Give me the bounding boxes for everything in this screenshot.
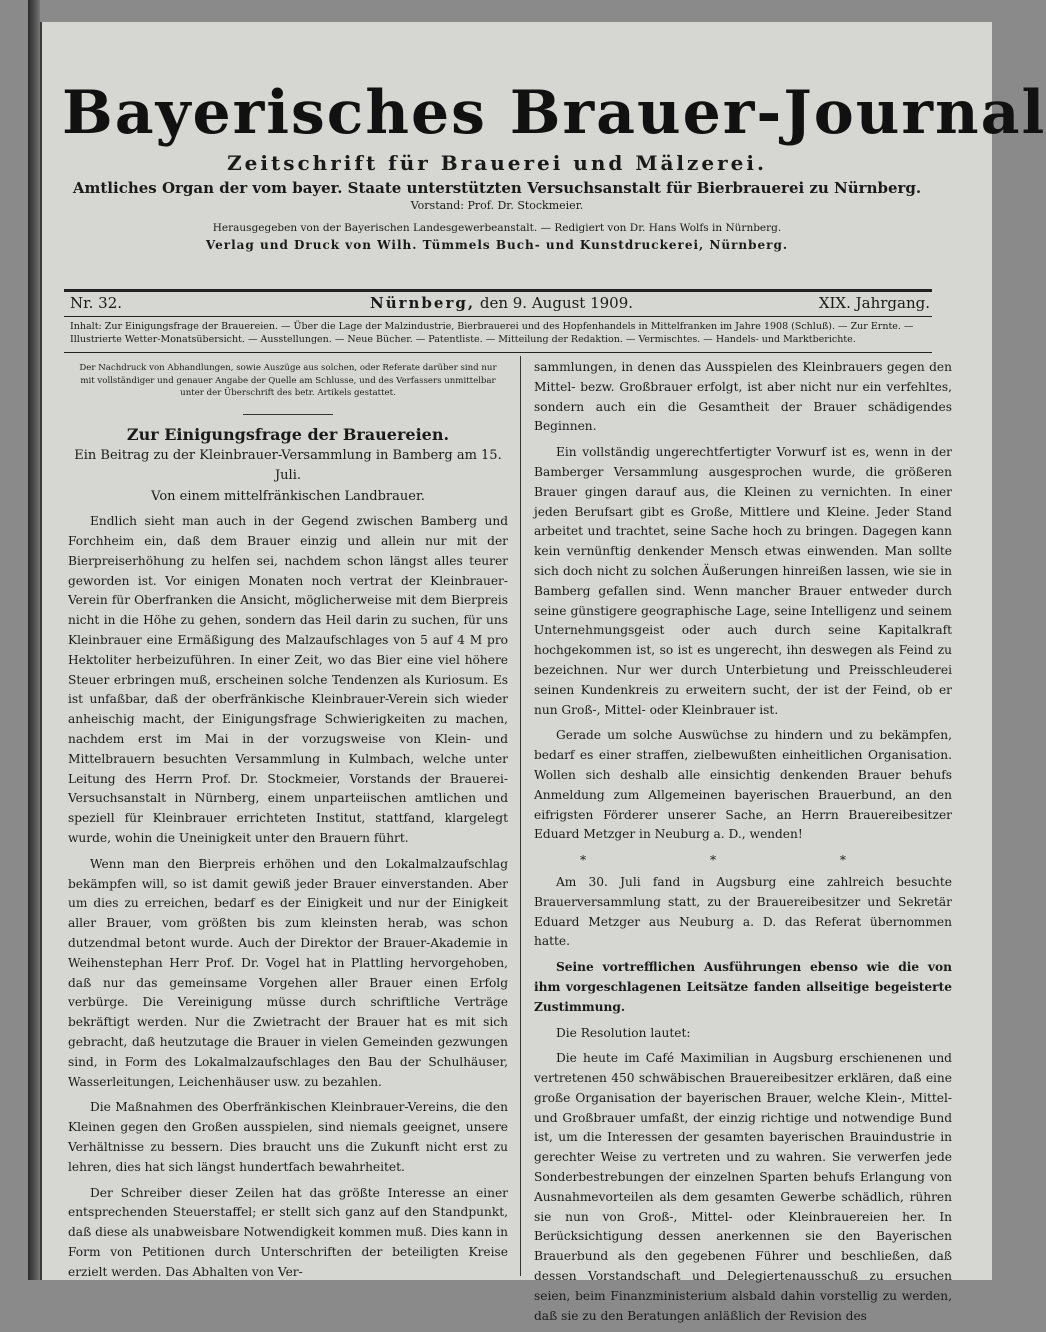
- issue-bar: [70, 294, 930, 316]
- article-paragraph: Die Maßnahmen des Oberfränkischen Kleinbrauer-Vereins, die den Kleinen gegen den Großen ausspielen, sind niemals geeignet, unsere Verhältnisse zu bessern. Dies braucht uns die Zukunft nicht erst zu lehren, dies hat sich längst hundertfach bewahrheitet.: [68, 1100, 508, 1174]
- article-paragraph: Seine vortrefflichen Ausführungen ebenso wie die von ihm vorgeschlagenen Leitsätze fanden allseitige begeisterte Zustimmung.: [534, 960, 952, 1014]
- journal-title: Bayerisches Brauer-Journal: [62, 78, 1046, 148]
- issue-date: den 9. August 1909.: [479, 294, 634, 312]
- article-paragraph: Endlich sieht man auch in der Gegend zwischen Bamberg und Forchheim ein, daß dem Brauer einzig und allein nur mit der Bierpreiserhöhung zu helfen sei, nachdem schon längst alles teurer geworden ist. Vor einigen Monaten noch vertrat der Kleinbrauer-Verein für Oberfranken die Ansicht, möglicherweise mit dem Bierpreis nicht in die Höhe zu gehen, sondern das Heil darin zu suchen, für uns Kleinbrauer eine Ermäßigung des Malzaufschlages von 5 auf 4 M pro Hektoliter herbeizuführen. In einer Zeit, wo das Bier eine viel höhere Steuer erbringen muß, erscheinen solche Tendenzen als Kuriosum. Es ist unfaßbar, daß der oberfränkische Kleinbrauer-Verein sich wieder anheischig macht, der Einigungsfrage Schwierigkeiten zu machen, nachdem erst im Mai in der vorzugsweise von Klein- und Mittelbrauern besuchten Versammlung in Kulmbach, welche unter Leitung des Herrn Prof. Dr. Stockmeier, Vorstands der Brauerei-Versuchsanstalt in Nürnberg, einem unparteiischen amtlichen und speziell für Kleinbrauer errichteten Institut, stattfand, klargelegt wurde, wohin die Uneinigkeit unter den Brauern führt.: [68, 514, 508, 846]
- section-stars: * * *: [579, 853, 907, 868]
- masthead: [62, 77, 1046, 252]
- article-author: Von einem mittelfränkischen Landbrauer.: [151, 489, 425, 505]
- left-column: [68, 358, 508, 1289]
- board-line: Vorstand: Prof. Dr. Stockmeier.: [410, 199, 584, 212]
- article-paragraph: Ein vollständig ungerechtfertigter Vorwurf ist es, wenn in der Bamberger Versammlung ausgesprochen wurde, die größeren Brauer gingen darauf aus, die Kleinen zu vernichten. In einer jeden Berufsart gibt es Große, Mittlere und Kleine. Jeder Stand arbeitet und trachtet, seine Sache hoch zu bringen. Dagegen kann kein vernünftig denkender Mensch etwas einwenden. Man sollte sich doch nicht zu solchen Äußerungen hinreißen lassen, wie sie in Bamberg gefallen sind. Wenn mancher Brauer entweder durch seine günstigere geographische Lage, seine Intelligenz und seinem Unternehmungsgeist oder auch durch seine Kapitalkraft hochgekommen ist, so ist es ungerecht, ihn deswegen als Feind zu bezeichnen. Nur wer durch Unterbietung und Preisschleuderei seinen Kundenkreis zu erweitern sucht, der ist der Feind, ob er nun Groß-, Mittel- oder Kleinbrauer ist.: [534, 445, 952, 717]
- right-column: [534, 358, 952, 1332]
- issue-place-date: [370, 294, 633, 312]
- article-paragraph: Die Resolution lautet:: [556, 1025, 691, 1040]
- issue-number: Nr. 32.: [70, 294, 123, 312]
- issue-place: Nürnberg,: [370, 294, 476, 312]
- article-paragraph: Wenn man den Bierpreis erhöhen und den Lokalmalzaufschlag bekämpfen will, so ist damit gewiß jeder Brauer einverstanden. Aber um dies zu erreichen, bedarf es der Einigkeit und nur der Einigkeit aller Brauer, vom größten bis zum kleinsten herab, was schon dutzendmal betont wurde. Auch der Direktor der Brauer-Akademie in Weihenstephan Herr Prof. Dr. Vogel hat in Plattling hervorgehoben, daß nur das gemeinsame Vorgehen aller Brauer einen Erfolg verbürge. Die Vereinigung müsse durch schriftliche Verträge bekräftigt werden. Nur die Zwietracht der Brauer hat es mit sich gebracht, daß heutzutage die Brauer in vielen Gemeinden gezwungen sind, in Form des Lokalmalzaufschlages den Bau der Schulhäuser, Wasserleitungen, Leichenhäuser usw. zu bezahlen.: [68, 856, 508, 1089]
- article-title: Zur Einigungsfrage der Brauereien.: [126, 424, 450, 444]
- article-paragraph: Gerade um solche Auswüchse zu hindern und zu bekämpfen, bedarf es einer straffen, zielbewußten einheitlichen Organisation. Wollen sich deshalb alle einsichtig denkenden Brauer behufs Anmeldung zum Allgemeinen bayerischen Brauerbund, an den eifrigsten Förderer unserer Sache, an Herrn Brauereibesitzer Eduard Metzger in Neuburg a. D., wenden!: [534, 728, 952, 842]
- notice-divider: [243, 414, 333, 415]
- article-paragraph: Die heute im Café Maximilian in Augsburg erschienenen und vertretenen 450 schwäbischen Brauereibesitzer erklären, daß eine große Organisation der bayerischen Brauer, welche Klein-, Mittel- und Großbrauer umfaßt, der einzig richtige und notwendige Bund ist, um die Interessen der gesamten bayerischen Brauindustrie in gerechter Weise zu vertreten und zu wahren. Sie verwerfen jede Sonderbestrebungen der einzelnen Sparten behufs Erlangung von Ausnahmevorteilen als dem gesamten Gewerbe schädlich, rühren sie nun von Groß-, Mittel- oder Kleinbrauereien her. In Berücksichtigung dessen anerkennen sie den Bayerischen Brauerbund als den gegebenen Führer und beschließen, daß dessen Vorstandschaft und Delegiertenausschuß zu ersuchen seien, beim Finanzministerium alsbald dahin vorstellig zu werden, daß sie zu den Beratungen anläßlich der Revision des: [534, 1051, 952, 1323]
- binding-edge: [28, 0, 40, 1280]
- reprint-notice: Der Nachdruck von Abhandlungen, sowie Auszüge aus solchen, oder Referate darüber sind nur mit vollständiger und genauer Angabe der Quelle am Schlusse, und des Verfassers unmittelbar unter der Überschrift des betr. Artikels gestattet.: [79, 363, 497, 398]
- publisher-line: Verlag und Druck von Wilh. Tümmels Buch- und Kunstdruckerei, Nürnberg.: [205, 238, 789, 252]
- issue-rule: [64, 316, 932, 317]
- table-of-contents: Inhalt: Zur Einigungsfrage der Brauereien. — Über die Lage der Malzindustrie, Bierbrauerei und des Hopfenhandels in Mittelfranken im Jahre 1908 (Schluß). — Zur Ernte. — Illustrierte Wetter-Monatsübersicht. — Ausstellungen. — Neue Bücher. — Patentliste. — Mitteilung der Redaktion. — Vermischtes. — Handels- und Marktberichte.: [70, 321, 914, 345]
- article-paragraph: Der Schreiber dieser Zeilen hat das größte Interesse an einer entsprechenden Steuerstaffel; er stellt sich ganz auf den Standpunkt, daß diese als unabweisbare Notwendigkeit kommen muß. Dies kann in Form von Petitionen durch Unterschriften der beteiligten Kreise erzielt werden. Das Abhalten von Ver-: [68, 1185, 508, 1279]
- journal-subtitle: Zeitschrift für Brauerei und Mälzerei.: [227, 151, 767, 175]
- article-paragraph: Am 30. Juli fand in Augsburg eine zahlreich besuchte Brauerversammlung statt, zu der Brauereibesitzer und Sekretär Eduard Metzger aus Neuburg a. D. das Referat übernommen hatte.: [534, 874, 952, 949]
- masthead-rule: [64, 289, 932, 292]
- contents-rule: [64, 352, 932, 353]
- article-paragraph: sammlungen, in denen das Ausspielen des Kleinbrauers gegen den Mittel- bezw. Großbrauer erfolgt, ist aber nicht nur ein verfehltes, sondern auch ein die Gesamtheit der Brauer schädigendes Beginnen.: [534, 360, 952, 434]
- official-organ-line: Amtliches Organ der vom bayer. Staate unterstützten Versuchsanstalt für Bierbrauerei zu Nürnberg.: [72, 179, 922, 197]
- issue-volume: XIX. Jahrgang.: [818, 294, 930, 312]
- editors-line: Herausgegeben von der Bayerischen Landesgewerbeanstalt. — Redigiert von Dr. Hans Wolfs in Nürnberg.: [212, 222, 782, 234]
- article-subtitle: Ein Beitrag zu der Kleinbrauer-Versammlung in Bamberg am 15. Juli.: [74, 448, 502, 484]
- newspaper-page: [40, 22, 1046, 1323]
- column-separator: [520, 356, 521, 1276]
